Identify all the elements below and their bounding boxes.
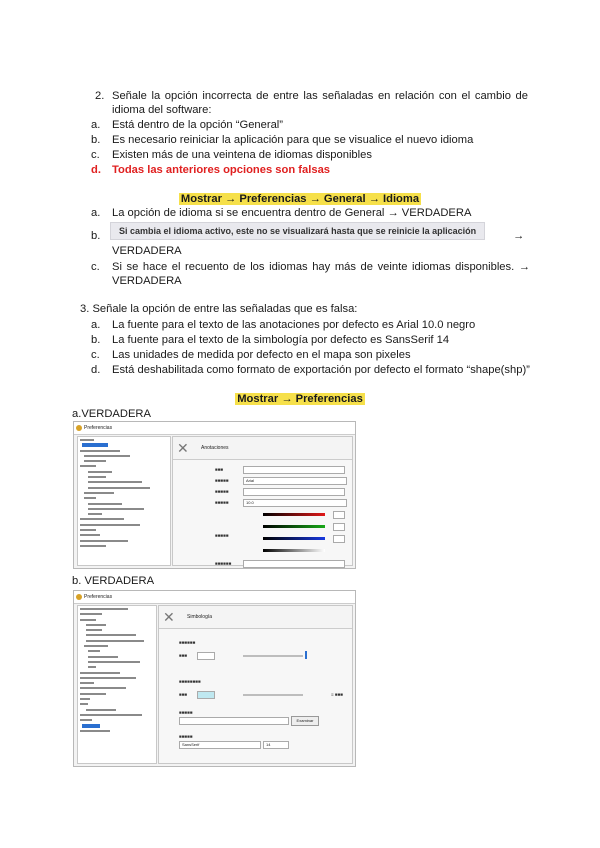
caption-a: a.VERDADERA <box>72 408 151 420</box>
q2-option-c: Existen más de una veintena de idiomas disponibles <box>112 149 372 161</box>
q2-answer-c: Si se hace el recuento de los idiomas hay más de veinte idiomas disponibles. → VERDADERA <box>112 261 530 287</box>
q2-number: 2. <box>95 90 105 102</box>
q2-option-a-letter: a. <box>91 119 101 131</box>
transparency-handle[interactable] <box>305 651 307 659</box>
group-label: ■■■■■■ <box>179 640 196 645</box>
font-select[interactable]: SansSerif <box>179 741 261 749</box>
q3-path-heading-wrap <box>0 392 600 406</box>
panel-header <box>173 437 352 460</box>
group-label: ■■■■■■■■ <box>179 679 201 684</box>
q2-stem: Señale la opción incorrecta de entre las señaladas en relación con el cambio de idioma del software: <box>112 90 528 116</box>
red-slider[interactable] <box>263 513 325 516</box>
preferences-screenshot-symbology <box>73 590 356 767</box>
q2-answer-a-letter: a. <box>91 207 101 219</box>
caption-b: b. VERDADERA <box>72 575 155 587</box>
q2-answer-b-letter: b. <box>91 230 101 242</box>
field-label: ■■■■■ <box>215 533 229 538</box>
field-label: ■■■■■ <box>179 710 193 715</box>
q3-option-b-letter: b. <box>91 334 101 346</box>
window-title: Preferencias <box>84 594 113 600</box>
selection-color[interactable] <box>197 691 215 699</box>
field-label: ■■■ <box>179 692 188 697</box>
q3-path-heading: Mostrar → Preferencias <box>237 393 363 405</box>
field-label: ■■■ <box>215 467 224 472</box>
field-label: ≡ ■■■ <box>331 692 344 697</box>
section-title: Anotaciones <box>201 445 229 451</box>
q2-answer-a: La opción de idioma si se encuentra dentro de General → VERDADERA <box>112 207 472 219</box>
green-value[interactable] <box>333 523 345 531</box>
q3-stem: 3. Señale la opción de entre las señaladas que es falsa: <box>80 303 358 315</box>
panel-header <box>159 606 352 629</box>
app-icon <box>76 594 82 600</box>
red-value[interactable] <box>333 511 345 519</box>
field-label: ■■■■■ <box>179 734 193 739</box>
window-titlebar <box>74 591 355 604</box>
q3-option-b: La fuente para el texto de la simbología por defecto es SansSerif 14 <box>112 334 450 346</box>
q2-option-b-letter: b. <box>91 134 101 146</box>
q3-option-a-letter: a. <box>91 319 101 331</box>
q3-option-d: Está deshabilitada como formato de exportación por defecto el formato “shape(shp)” <box>112 364 530 376</box>
q2-option-d-letter: d. <box>91 164 101 176</box>
field-label: ■■■■■■ <box>215 561 232 566</box>
blue-value[interactable] <box>333 535 345 543</box>
offset-input[interactable] <box>243 560 345 568</box>
transparency-slider[interactable] <box>243 694 303 696</box>
q2-answer-b-verdict: VERDADERA <box>112 245 182 257</box>
browse-button[interactable]: Examinar <box>291 716 319 726</box>
fill-color[interactable] <box>197 652 215 660</box>
tree-item[interactable] <box>80 728 156 733</box>
annotations-panel <box>172 436 353 566</box>
field-label: ■■■ <box>179 653 188 658</box>
preferences-tree[interactable] <box>77 436 171 566</box>
q2-path-heading-wrap <box>0 192 600 206</box>
blue-slider[interactable] <box>263 537 325 540</box>
path-input[interactable] <box>179 717 289 725</box>
wrench-icon: ✕ <box>177 440 189 456</box>
green-slider[interactable] <box>263 525 325 528</box>
q2-option-a: Está dentro de la opción “General” <box>112 119 284 131</box>
symbology-panel <box>158 605 353 764</box>
q2-option-d: Todas las anteriores opciones son falsas <box>112 164 331 176</box>
transparency-slider[interactable] <box>243 655 303 657</box>
size-input[interactable]: 10.0 <box>243 499 347 507</box>
field-label: ■■■■■ <box>215 489 229 494</box>
text-input[interactable] <box>243 466 345 474</box>
preferences-tree[interactable] <box>77 605 157 764</box>
q2-option-c-letter: c. <box>91 149 100 161</box>
tree-item[interactable] <box>80 543 170 548</box>
wrench-icon: ✕ <box>163 609 175 625</box>
preferences-screenshot-annotations <box>73 421 356 569</box>
window-titlebar <box>74 422 355 435</box>
q3-option-c-letter: c. <box>91 349 100 361</box>
q2-path-heading: Mostrar → Preferencias → General → Idioma <box>180 193 420 205</box>
size-select[interactable]: 14 <box>263 741 289 749</box>
q2-answer-b-arrow: → <box>513 230 525 242</box>
field-label: ■■■■■ <box>215 478 229 483</box>
style-select[interactable] <box>243 488 345 496</box>
q3-option-c: Las unidades de medida por defecto en el mapa son pixeles <box>112 349 411 361</box>
q2-option-b: Es necesario reiniciar la aplicación para que se visualice el nuevo idioma <box>112 134 474 146</box>
q3-option-d-letter: d. <box>91 364 101 376</box>
q2-answer-c-letter: c. <box>91 261 100 273</box>
alpha-slider[interactable] <box>263 549 325 552</box>
section-title: Simbología <box>187 614 213 620</box>
q3-option-a: La fuente para el texto de las anotaciones por defecto es Arial 10.0 negro <box>112 319 476 331</box>
field-label: ■■■■■ <box>215 500 229 505</box>
language-restart-notice: Si cambia el idioma activo, este no se visualizará hasta que se reinicie la aplicación <box>110 222 485 240</box>
window-title: Preferencias <box>84 425 113 431</box>
font-select[interactable]: Arial <box>243 477 347 485</box>
app-icon <box>76 425 82 431</box>
